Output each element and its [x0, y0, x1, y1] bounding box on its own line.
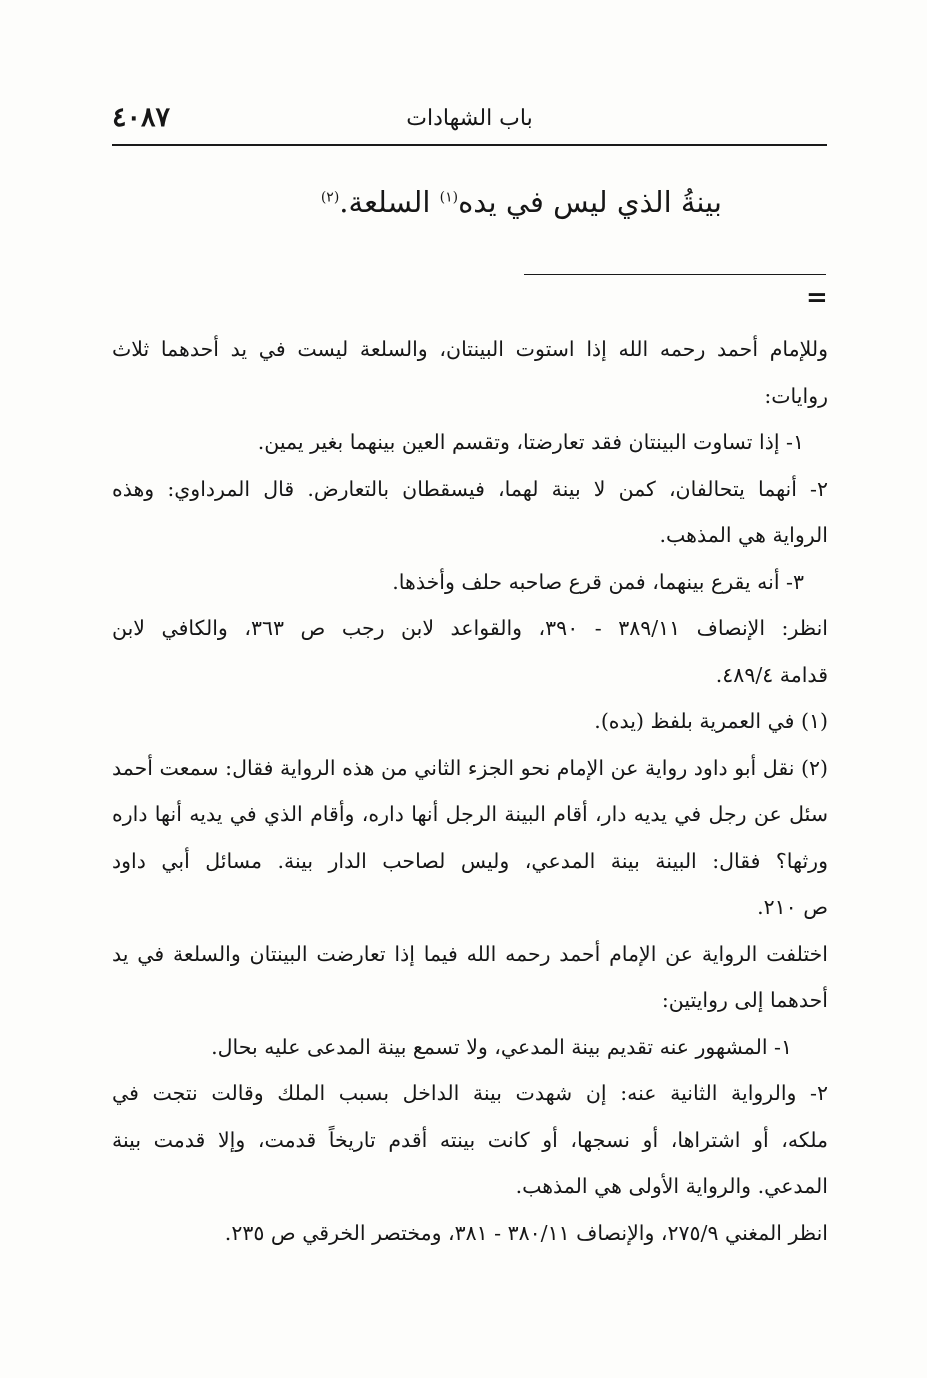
footnote-2-line: أحدهما إلى روايتين:	[661, 988, 828, 1012]
header-rule	[112, 144, 827, 146]
note-line: انظر: الإنصاف ٣٨٩/١١ - ٣٩٠، والقواعد لابن رجب ص ٣٦٣، والكافي لابن	[112, 616, 828, 640]
footnote-ref-2: (٢)	[320, 189, 340, 206]
note-line: قدامة ٤٨٩/٤.	[715, 662, 828, 687]
footnote-2-line: ص ٢١٠.	[757, 895, 828, 919]
page-header	[112, 100, 827, 144]
note-line: روايات:	[764, 383, 828, 408]
footnote-ref-1: (١)	[439, 189, 459, 206]
main-text-part-1: بينةُ الذي ليس في يده	[458, 185, 722, 219]
note-line: ٣- أنه يقرع بينهما، فمن قرع صاحبه حلف وأخذها.	[392, 569, 804, 594]
continuation-mark: =	[806, 283, 828, 313]
note-line: ١- إذا تساوت البينتان فقد تعارضتا، وتقسم العين بينهما بغير يمين.	[257, 430, 804, 454]
main-text-part-2: السلعة.	[339, 185, 440, 219]
note-line: ٢- أنهما يتحالفان، كمن لا بينة لهما، فيسقطان بالتعارض. قال المرداوي: وهذه	[112, 476, 828, 501]
note-line: وللإمام أحمد رحمه الله إذا استوت البينتان، والسلعة ليست في يد أحدهما ثلاث	[112, 337, 828, 361]
footnote-2-line: (٢) نقل أبو داود رواية عن الإمام نحو الجزء الثاني من هذه الرواية فقال: سمعت أحمد	[112, 755, 828, 780]
footnotes	[112, 326, 828, 1256]
chapter-title: باب الشهادات	[406, 106, 533, 131]
main-text	[162, 176, 722, 228]
page-number: ٤٠٨٧	[112, 102, 171, 133]
footnote-2-line: ١- المشهور عنه تقديم بينة المدعي، ولا تسمع بينة المدعى عليه بحال.	[211, 1034, 792, 1059]
footnote-2-line: ورثها؟ فقال: البينة بينة المدعي، وليس لصاحب الدار بينة. مسائل أبي داود	[112, 848, 828, 873]
footnote-2-line: ملكه، أو اشتراها، أو نسجها، أو كانت بينته أقدم تاريخاً قدمت، وإلا قدمت بينة	[112, 1127, 828, 1152]
footnote-2-line: سئل عن رجل في يديه دار، أقام البينة الرجل أنها داره، وأقام الذي في يديه أنها داره	[112, 802, 828, 826]
footnote-2-line: اختلفت الرواية عن الإمام أحمد رحمه الله فيما إذا تعارضت البينتان والسلعة في يد	[112, 941, 828, 966]
footnote-2-line: المدعي. والرواية الأولى هي المذهب.	[515, 1174, 828, 1198]
footnote-1: (١) في العمرية بلفظ (يده).	[594, 709, 828, 733]
footnote-2-line: ٢- والرواية الثانية عنه: إن شهدت بينة الداخل بسبب الملك وقالت نتجت في	[112, 1081, 828, 1105]
note-line: الرواية هي المذهب.	[659, 523, 828, 547]
footnote-2-line: انظر المغني ٢٧٥/٩، والإنصاف ٣٨٠/١١ - ٣٨١، ومختصر الخرقي ص ٢٣٥.	[224, 1220, 828, 1245]
footnote-separator	[524, 274, 826, 275]
